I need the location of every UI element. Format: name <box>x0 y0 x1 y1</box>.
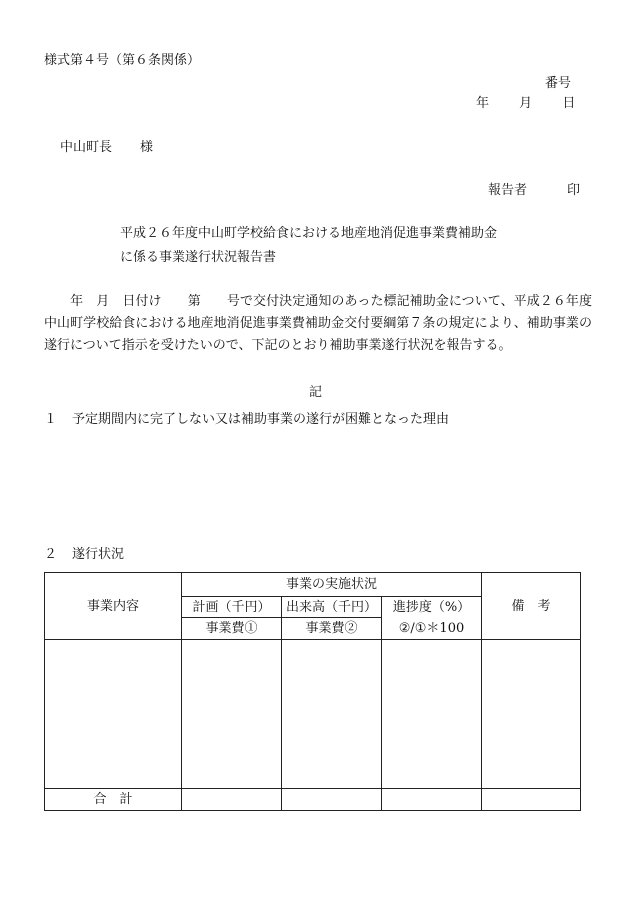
date-year: 年 <box>476 96 490 111</box>
header-progress-formula: ②/①＊100 <box>398 621 465 636</box>
date-month: 月 <box>519 96 533 111</box>
number-label: 番号 <box>545 76 572 91</box>
form-number: 様式第４号（第６条関係） <box>44 53 201 68</box>
header-progress-label: 進捗度（%） <box>392 600 471 615</box>
ki-heading: 記 <box>309 385 323 400</box>
header-remarks: 備 考 <box>482 573 581 640</box>
item-1-number: １ <box>44 412 58 427</box>
addressee <box>60 141 153 154</box>
total-actual <box>282 789 382 811</box>
addressee-name: 中山町長 <box>60 140 113 155</box>
cell-plan <box>182 640 282 789</box>
cell-progress <box>382 640 482 789</box>
document-title-line1: 平成２６年度中山町学校給食における地産地消促進事業費補助金 <box>120 226 498 241</box>
seal-mark: 印 <box>567 183 581 198</box>
total-plan <box>182 789 282 811</box>
item-1-text: 予定期間内に完了しない又は補助事業の遂行が困難となった理由 <box>72 412 450 427</box>
item-2-number: ２ <box>44 547 58 562</box>
cell-remarks <box>482 640 581 789</box>
header-plan-sub: 事業費① <box>182 618 282 640</box>
table-row <box>45 640 581 789</box>
cell-content <box>45 640 182 789</box>
header-actual-sub: 事業費② <box>282 618 382 640</box>
addressee-honorific: 様 <box>140 140 154 155</box>
item-2-text: 遂行状況 <box>72 547 125 562</box>
header-progress <box>382 597 482 640</box>
item-2 <box>44 548 124 561</box>
header-implementation-status: 事業の実施状況 <box>182 573 482 597</box>
cell-actual <box>282 640 382 789</box>
total-progress <box>382 789 482 811</box>
reporter-line <box>488 184 580 197</box>
reporter-label: 報告者 <box>488 183 528 198</box>
total-row <box>45 789 581 811</box>
status-table <box>44 572 581 811</box>
item-1 <box>44 413 449 426</box>
body-paragraph: 年 月 日付け 第 号で交付決定通知のあった標記補助金について、平成２６年度中山町学校給食における地産地消促進事業費補助金交付要綱第７条の規定により、補助事業の遂行について指示を受けたいので、下記のとおり補助事業遂行状況を報告する。 <box>44 294 592 353</box>
header-plan: 計画（千円） <box>182 597 282 618</box>
header-actual: 出来高（千円） <box>282 597 382 618</box>
header-content: 事業内容 <box>45 573 182 640</box>
date-day: 日 <box>562 96 576 111</box>
total-remarks <box>482 789 581 811</box>
date-line <box>476 97 575 110</box>
total-label: 合 計 <box>45 789 182 811</box>
document-title-line2: に係る事業遂行状況報告書 <box>120 250 277 265</box>
